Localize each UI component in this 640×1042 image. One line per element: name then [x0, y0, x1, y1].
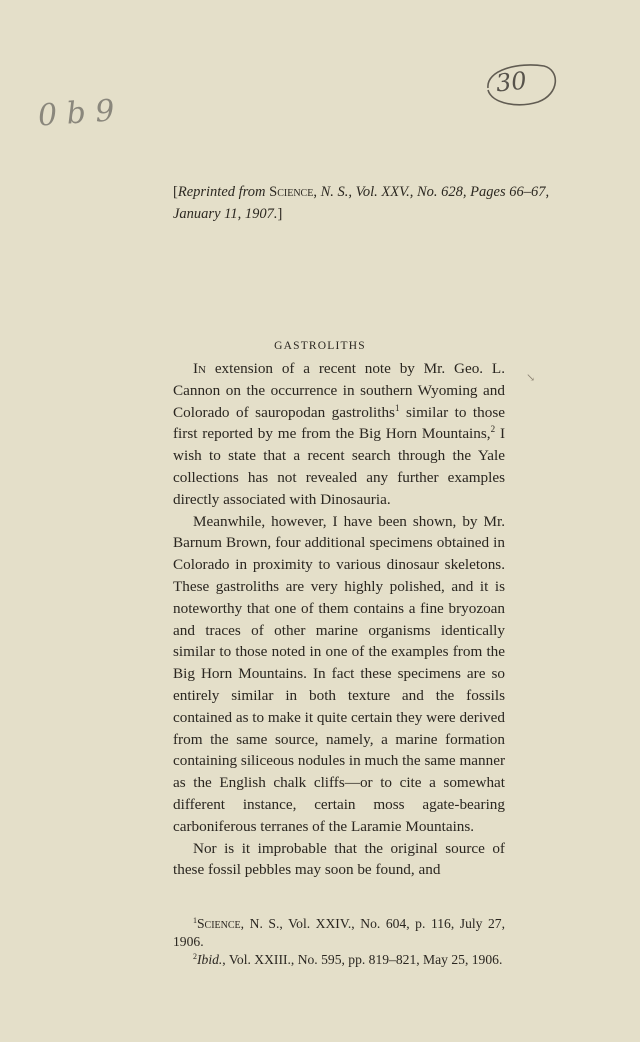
footnote-ref: 2 — [490, 424, 496, 435]
article-title: GASTROLITHS — [274, 340, 366, 352]
paragraph: In extension of a recent note by Mr. Geo. L. Cannon on the occurrence in southern Wyoming and Colorado of sauropodan gastroliths$^1$ similar to those first reported by me from the Big Horn Mountains,$^2$ I wish to state that a recent search through the Yale collections has not revealed any further examples directly associated with Dinosauria. — [173, 360, 505, 508]
journal-name: Science — [269, 184, 314, 200]
paragraph: Nor is it improbable that the original source of these fossil pebbles may soon be found, and — [173, 839, 505, 879]
drop-cap: In — [193, 360, 207, 377]
article-body — [173, 358, 505, 881]
circled-number: 30 — [494, 66, 528, 98]
pencil-tick-mark: ↘ — [526, 372, 536, 384]
reprint-note: [Reprinted from Science, N. S., Vol. XXV., No. 628, Pages 66–67, January 11, 1907.] — [173, 184, 550, 222]
footnotes — [173, 915, 505, 969]
footnote-ref: 1 — [394, 402, 400, 413]
footnote: $^2$Ibid., Vol. XXIII., No. 595, pp. 819–821, May 25, 1906. — [193, 952, 503, 967]
circled-handwritten-number — [478, 58, 562, 110]
handwritten-mark: 0 b 9 — [36, 93, 116, 134]
paragraph: Meanwhile, however, I have been shown, by Mr. Barnum Brown, four additional specimens obtained in Colorado in proximity to various dinosaur skeletons. These gastroliths are very highly polished, and it is noteworthy that one of them contains a fine bryozoan and traces of other marine organisms identically similar to those noted in one of the examples from the Big Horn Mountains. In fact these specimens are so entirely similar in both texture and the fossils contained as to make it quite certain they were derived from the same source, namely, a marine formation containing siliceous nodules in much the same manner as the English chalk cliffs—or to cite a somewhat different instance, certain moss agate-bearing carboniferous terranes of the Laramie Mountains. — [173, 512, 505, 835]
footnote: $^1$Science, N. S., Vol. XXIV., No. 604, p. 116, July 27, 1906. — [173, 916, 505, 949]
